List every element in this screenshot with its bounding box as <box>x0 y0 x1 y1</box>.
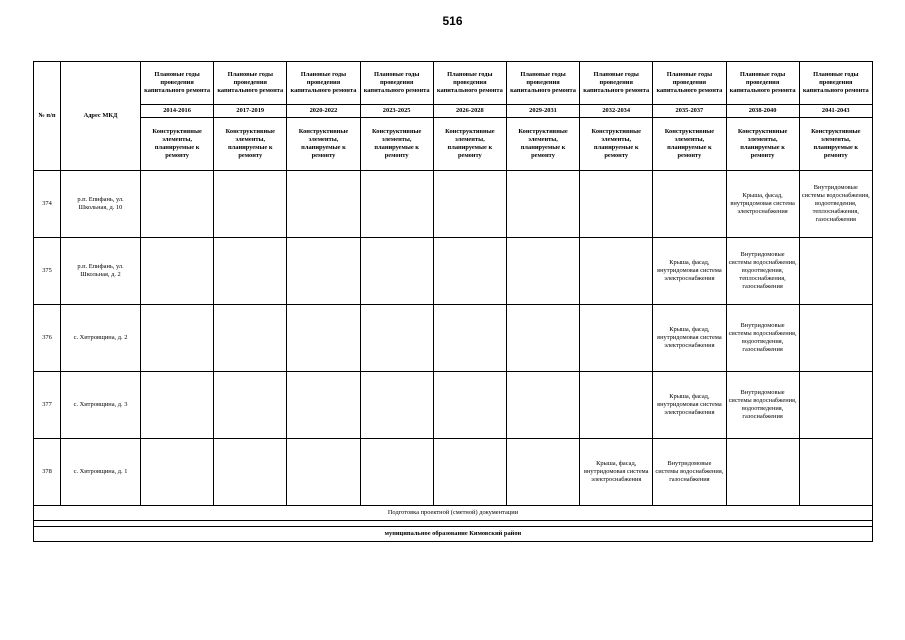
repair-elements-cell <box>214 305 287 372</box>
header-planned-years: Плановые годы проведения капитального ремонта <box>141 62 214 105</box>
header-period: 2023-2025 <box>360 105 433 118</box>
row-address: с. Хитровщина, д. 1 <box>61 439 141 506</box>
table-row <box>34 238 873 305</box>
header-period: 2017-2019 <box>214 105 287 118</box>
row-address: с. Хитровщина, д. 3 <box>61 372 141 439</box>
header-period: 2026-2028 <box>433 105 506 118</box>
table-row <box>34 439 873 506</box>
repair-elements-cell <box>360 439 433 506</box>
header-planned-years: Плановые годы проведения капитального ремонта <box>433 62 506 105</box>
repair-elements-cell <box>287 238 360 305</box>
header-number: № п/п <box>34 62 61 171</box>
header-elements: Конструктивные элементы, планируемые к ремонту <box>141 118 214 171</box>
page-number: 516 <box>442 14 463 28</box>
repair-elements-cell <box>141 372 214 439</box>
header-period: 2038-2040 <box>726 105 799 118</box>
repair-elements-cell <box>433 305 506 372</box>
repair-elements-cell <box>799 305 872 372</box>
repair-elements-cell <box>214 171 287 238</box>
repair-elements-cell <box>653 171 726 238</box>
header-planned-years: Плановые годы проведения капитального ремонта <box>360 62 433 105</box>
repair-elements-cell: Крыша, фасад, внутридомовая система электроснабжения <box>653 372 726 439</box>
header-elements: Конструктивные элементы, планируемые к ремонту <box>287 118 360 171</box>
header-period: 2029-2031 <box>506 105 579 118</box>
table-row <box>34 305 873 372</box>
repair-elements-cell <box>506 171 579 238</box>
row-number: 377 <box>34 372 61 439</box>
repair-elements-cell <box>799 238 872 305</box>
header-planned-years: Плановые годы проведения капитального ремонта <box>506 62 579 105</box>
row-number: 376 <box>34 305 61 372</box>
header-planned-years: Плановые годы проведения капитального ремонта <box>799 62 872 105</box>
header-period: 2041-2043 <box>799 105 872 118</box>
row-number: 375 <box>34 238 61 305</box>
repair-elements-cell <box>214 372 287 439</box>
table-row <box>34 372 873 439</box>
repair-elements-cell <box>580 372 653 439</box>
repair-elements-cell: Крыша, фасад, внутридомовая система электроснабжения <box>726 171 799 238</box>
row-address: с. Хитровщина, д. 2 <box>61 305 141 372</box>
repair-elements-cell <box>214 238 287 305</box>
header-row-elements <box>34 118 873 171</box>
header-period: 2020-2022 <box>287 105 360 118</box>
repair-elements-cell <box>214 439 287 506</box>
municipality-row <box>34 527 873 542</box>
repair-elements-cell <box>799 372 872 439</box>
repair-elements-cell <box>287 439 360 506</box>
repair-elements-cell <box>506 238 579 305</box>
repair-elements-cell <box>433 372 506 439</box>
municipality-heading: муниципальное образование Кимовский район <box>34 527 873 542</box>
header-planned-years: Плановые годы проведения капитального ремонта <box>580 62 653 105</box>
header-planned-years: Плановые годы проведения капитального ремонта <box>653 62 726 105</box>
row-address: р.п. Епифань, ул. Школьная, д. 10 <box>61 171 141 238</box>
design-docs-row <box>34 506 873 521</box>
header-elements: Конструктивные элементы, планируемые к ремонту <box>360 118 433 171</box>
design-docs-note: Подготовка проектной (сметной) документации <box>34 506 873 521</box>
repair-elements-cell <box>287 171 360 238</box>
repair-elements-cell <box>506 439 579 506</box>
repair-elements-cell <box>726 439 799 506</box>
repair-elements-cell <box>506 305 579 372</box>
row-address: р.п. Епифань, ул. Школьная, д. 2 <box>61 238 141 305</box>
table-row <box>34 171 873 238</box>
header-period: 2014-2016 <box>141 105 214 118</box>
header-planned-years: Плановые годы проведения капитального ремонта <box>726 62 799 105</box>
repair-elements-cell <box>141 305 214 372</box>
repair-elements-cell <box>360 171 433 238</box>
header-elements: Конструктивные элементы, планируемые к ремонту <box>580 118 653 171</box>
repair-schedule-table <box>33 61 873 542</box>
repair-elements-cell <box>360 238 433 305</box>
repair-elements-cell <box>141 171 214 238</box>
header-elements: Конструктивные элементы, планируемые к ремонту <box>799 118 872 171</box>
header-elements: Конструктивные элементы, планируемые к ремонту <box>726 118 799 171</box>
repair-elements-cell <box>799 439 872 506</box>
header-period: 2032-2034 <box>580 105 653 118</box>
header-planned-years: Плановые годы проведения капитального ремонта <box>214 62 287 105</box>
repair-elements-cell: Крыша, фасад, внутридомовая система электроснабжения <box>580 439 653 506</box>
repair-elements-cell: Внутридомовые системы водоснабжения, водоотведения, теплоснабжения, газоснабжения <box>799 171 872 238</box>
repair-elements-cell <box>580 238 653 305</box>
header-row-periods <box>34 105 873 118</box>
repair-elements-cell <box>433 171 506 238</box>
repair-elements-cell <box>433 439 506 506</box>
row-number: 378 <box>34 439 61 506</box>
repair-elements-cell <box>360 372 433 439</box>
repair-elements-cell: Крыша, фасад, внутридомовая система электроснабжения <box>653 238 726 305</box>
repair-elements-cell: Крыша, фасад, внутридомовая система электроснабжения <box>653 305 726 372</box>
header-elements: Конструктивные элементы, планируемые к ремонту <box>506 118 579 171</box>
repair-elements-cell <box>580 305 653 372</box>
header-elements: Конструктивные элементы, планируемые к ремонту <box>214 118 287 171</box>
repair-elements-cell <box>141 238 214 305</box>
header-elements: Конструктивные элементы, планируемые к ремонту <box>653 118 726 171</box>
repair-elements-cell: Внутридомовые системы водоснабжения, газоснабжения <box>653 439 726 506</box>
repair-elements-cell: Внутридомовые системы водоснабжения, водоотведения, газоснабжения <box>726 305 799 372</box>
repair-elements-cell <box>433 238 506 305</box>
repair-elements-cell: Внутридомовые системы водоснабжения, водоотведения, газоснабжения <box>726 372 799 439</box>
repair-elements-cell <box>580 171 653 238</box>
header-period: 2035-2037 <box>653 105 726 118</box>
repair-elements-cell <box>287 305 360 372</box>
header-elements: Конструктивные элементы, планируемые к ремонту <box>433 118 506 171</box>
repair-elements-cell <box>287 372 360 439</box>
row-number: 374 <box>34 171 61 238</box>
repair-elements-cell <box>360 305 433 372</box>
header-address: Адрес МКД <box>61 62 141 171</box>
header-row-planned-years <box>34 62 873 105</box>
repair-elements-cell <box>141 439 214 506</box>
repair-elements-cell <box>506 372 579 439</box>
header-planned-years: Плановые годы проведения капитального ремонта <box>287 62 360 105</box>
repair-elements-cell: Внутридомовые системы водоснабжения, водоотведения, теплоснабжения, газоснабжения <box>726 238 799 305</box>
